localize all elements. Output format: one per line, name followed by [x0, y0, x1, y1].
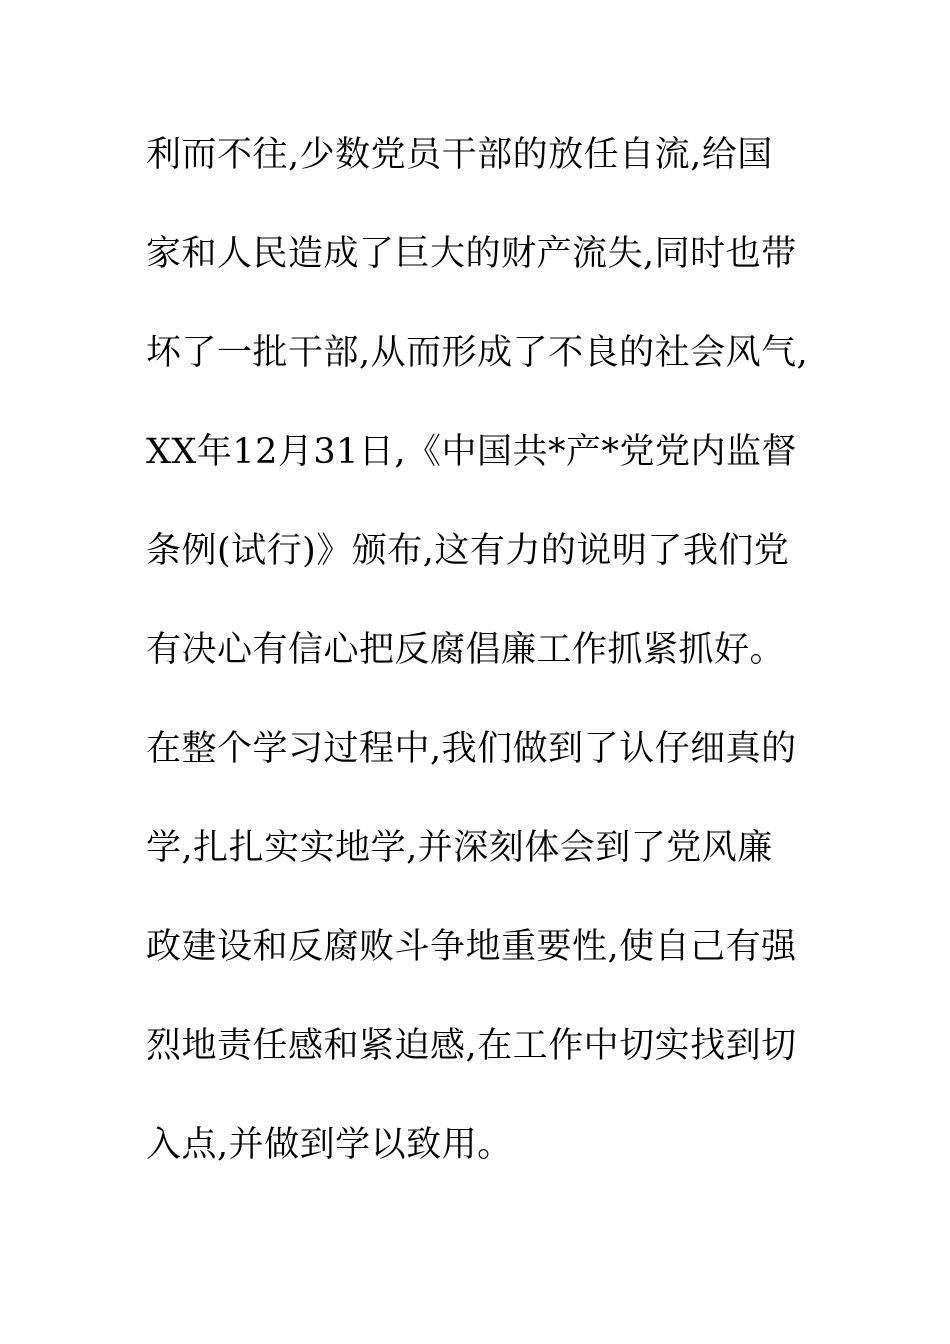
text-line: XX年12月31日,《中国共*产*党党内监督	[146, 432, 798, 472]
text-line: 家和人民造成了巨大的财产流失,同时也带	[146, 234, 797, 274]
text-line: 在整个学习过程中,我们做到了认仔细真的	[146, 729, 797, 769]
text-line: 条例(试行)》颁布,这有力的说明了我们党	[146, 531, 790, 571]
text-line: 政建设和反腐败斗争地重要性,使自己有强	[146, 927, 797, 967]
text-line: 坏了一批干部,从而形成了不良的社会风气,	[146, 333, 809, 373]
text-line: 有决心有信心把反腐倡廉工作抓紧抓好。	[146, 630, 786, 670]
text-line: 烈地责任感和紧迫感,在工作中切实找到切	[146, 1026, 797, 1066]
body-text	[146, 128, 816, 1217]
text-line: 学,扎扎实实地学,并深刻体会到了党风廉	[146, 828, 773, 868]
text-line: 入点,并做到学以致用。	[146, 1125, 513, 1165]
text-line: 利而不往,少数党员干部的放任自流,给国	[146, 135, 773, 175]
